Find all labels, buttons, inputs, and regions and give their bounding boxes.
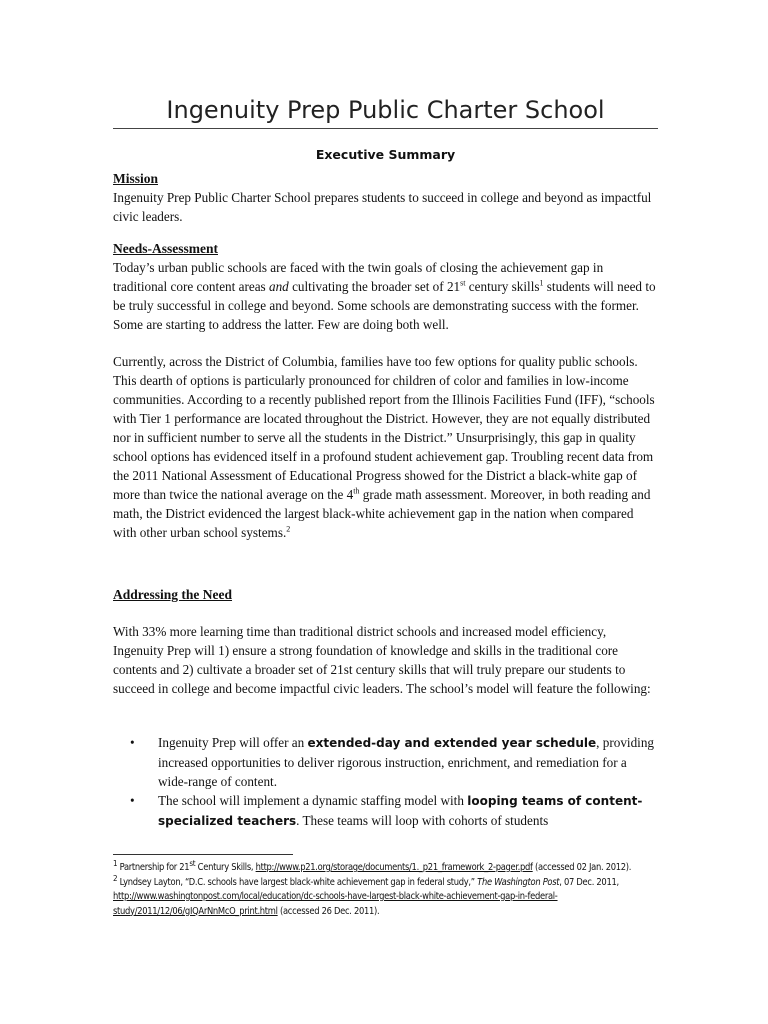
mission-section: [113, 169, 658, 226]
footnote-number: 2: [113, 873, 118, 883]
footnote-link[interactable]: http://www.washingtonpost.com/local/education/dc-schools-have-largest-black-white-achievement-gap-in-federal-study/2011/12/06/gIQArNnMcO_print.html: [113, 891, 558, 917]
needs-paragraph-2: [113, 352, 658, 542]
list-item-text: , providing increased opportunities to deliver rigorous instruction, enrichment, and remediation for a wide-range of content.: [158, 735, 655, 789]
needs-p1-text-d: students will need to be truly successful in college and beyond. Some schools are demonstrating success with the former. Some are starting to address the latter. Few are doing both well.: [113, 279, 656, 332]
needs-heading: Needs-Assessment: [113, 241, 218, 256]
ordinal-suffix: th: [353, 486, 360, 496]
footnote-text: Partnership for 21: [117, 862, 190, 873]
footnote-publication: The Washington Post: [477, 876, 560, 888]
bullet-icon: •: [130, 735, 135, 750]
needs-p2-text-a: Currently, across the District of Columbia, families have too few options for quality public schools. This dearth of options is particularly pronounced for children of color and families in low-income communities. According to a recently published report from the Illinois Facilities Fund (IFF), “schools with Tier 1 performance are located throughout the District. However, they are not equally distributed nor in sufficient number to serve all the students in the District.” Unsurprisingly, this gap in quality school options has evidenced itself in a profound student achievement gap. Troubling recent data from the 2011 National Assessment of Educational Progress showed for the District a black-white gap of more than twice the national average on the 4: [113, 354, 655, 502]
addressing-section: [113, 585, 658, 698]
footnote-number: 1: [113, 858, 118, 868]
needs-p1-text-a: Today’s urban public schools are faced with the twin goals of closing the achievement gap in traditional core content areas: [113, 260, 604, 294]
needs-p1-text-c: century skills: [465, 279, 540, 294]
footnote-1: [113, 858, 658, 876]
feature-list: [130, 733, 658, 831]
footnotes: [113, 858, 658, 919]
mission-heading: Mission: [113, 171, 159, 186]
footnote-text: (accessed 26 Dec. 2011).: [277, 905, 380, 917]
list-item-emphasis: looping teams of content-specialized teachers: [158, 794, 643, 828]
footnote-ref-2[interactable]: 2: [286, 524, 291, 534]
bullet-icon: •: [130, 793, 135, 808]
ordinal-suffix: st: [460, 278, 466, 288]
footnote-text: , 07 Dec. 2011,: [559, 876, 619, 888]
document-title: Ingenuity Prep Public Charter School: [166, 96, 605, 124]
footnote-2: [113, 873, 658, 920]
footnote-divider: [113, 854, 293, 855]
ordinal-suffix: st: [189, 858, 196, 868]
list-item-emphasis: extended-day and extended year schedule: [307, 736, 597, 750]
list-item-text: . These teams will loop with cohorts of students: [296, 813, 549, 828]
needs-p1-emphasis: and: [268, 279, 289, 294]
footnote-text: Century Skills,: [195, 862, 256, 873]
title-divider: [113, 128, 658, 129]
list-item-text: The school will implement a dynamic staffing model with: [158, 793, 468, 808]
footnote-text: (accessed 02 Jan. 2012).: [532, 862, 632, 873]
addressing-text: With 33% more learning time than traditional district schools and increased model efficiency, Ingenuity Prep will 1) ensure a strong foundation of knowledge and skills in the traditional core contents and 2) cultivate a broader set of 21st century skills that will truly prepare our students to succeed in college and become impactful civic leaders. The school’s model will feature the following:: [113, 624, 651, 696]
needs-p1-text-b: cultivating the broader set of 21: [288, 279, 461, 294]
addressing-heading: Addressing the Need: [113, 587, 233, 602]
mission-text: Ingenuity Prep Public Charter School prepares students to succeed in college and beyond as impactful civic leaders.: [113, 190, 652, 224]
needs-section: [113, 239, 658, 542]
document-subtitle: Executive Summary: [315, 147, 456, 162]
needs-p2-text-b: grade math assessment. Moreover, in both reading and math, the District evidenced the largest black-white achievement gap in the nation when compared with other urban school systems.: [113, 487, 651, 540]
list-item: [130, 733, 658, 791]
footnote-link[interactable]: http://www.p21.org/storage/documents/1._p21_framework_2-pager.pdf: [255, 862, 533, 873]
footnote-ref-1[interactable]: 1: [539, 278, 544, 288]
footnote-text: Lyndsey Layton, “D.C. schools have largest black-white achievement gap in federal study,”: [117, 876, 478, 888]
list-item-text: Ingenuity Prep will offer an: [158, 735, 308, 750]
needs-paragraph-1: [113, 258, 658, 334]
list-item: [130, 791, 658, 831]
